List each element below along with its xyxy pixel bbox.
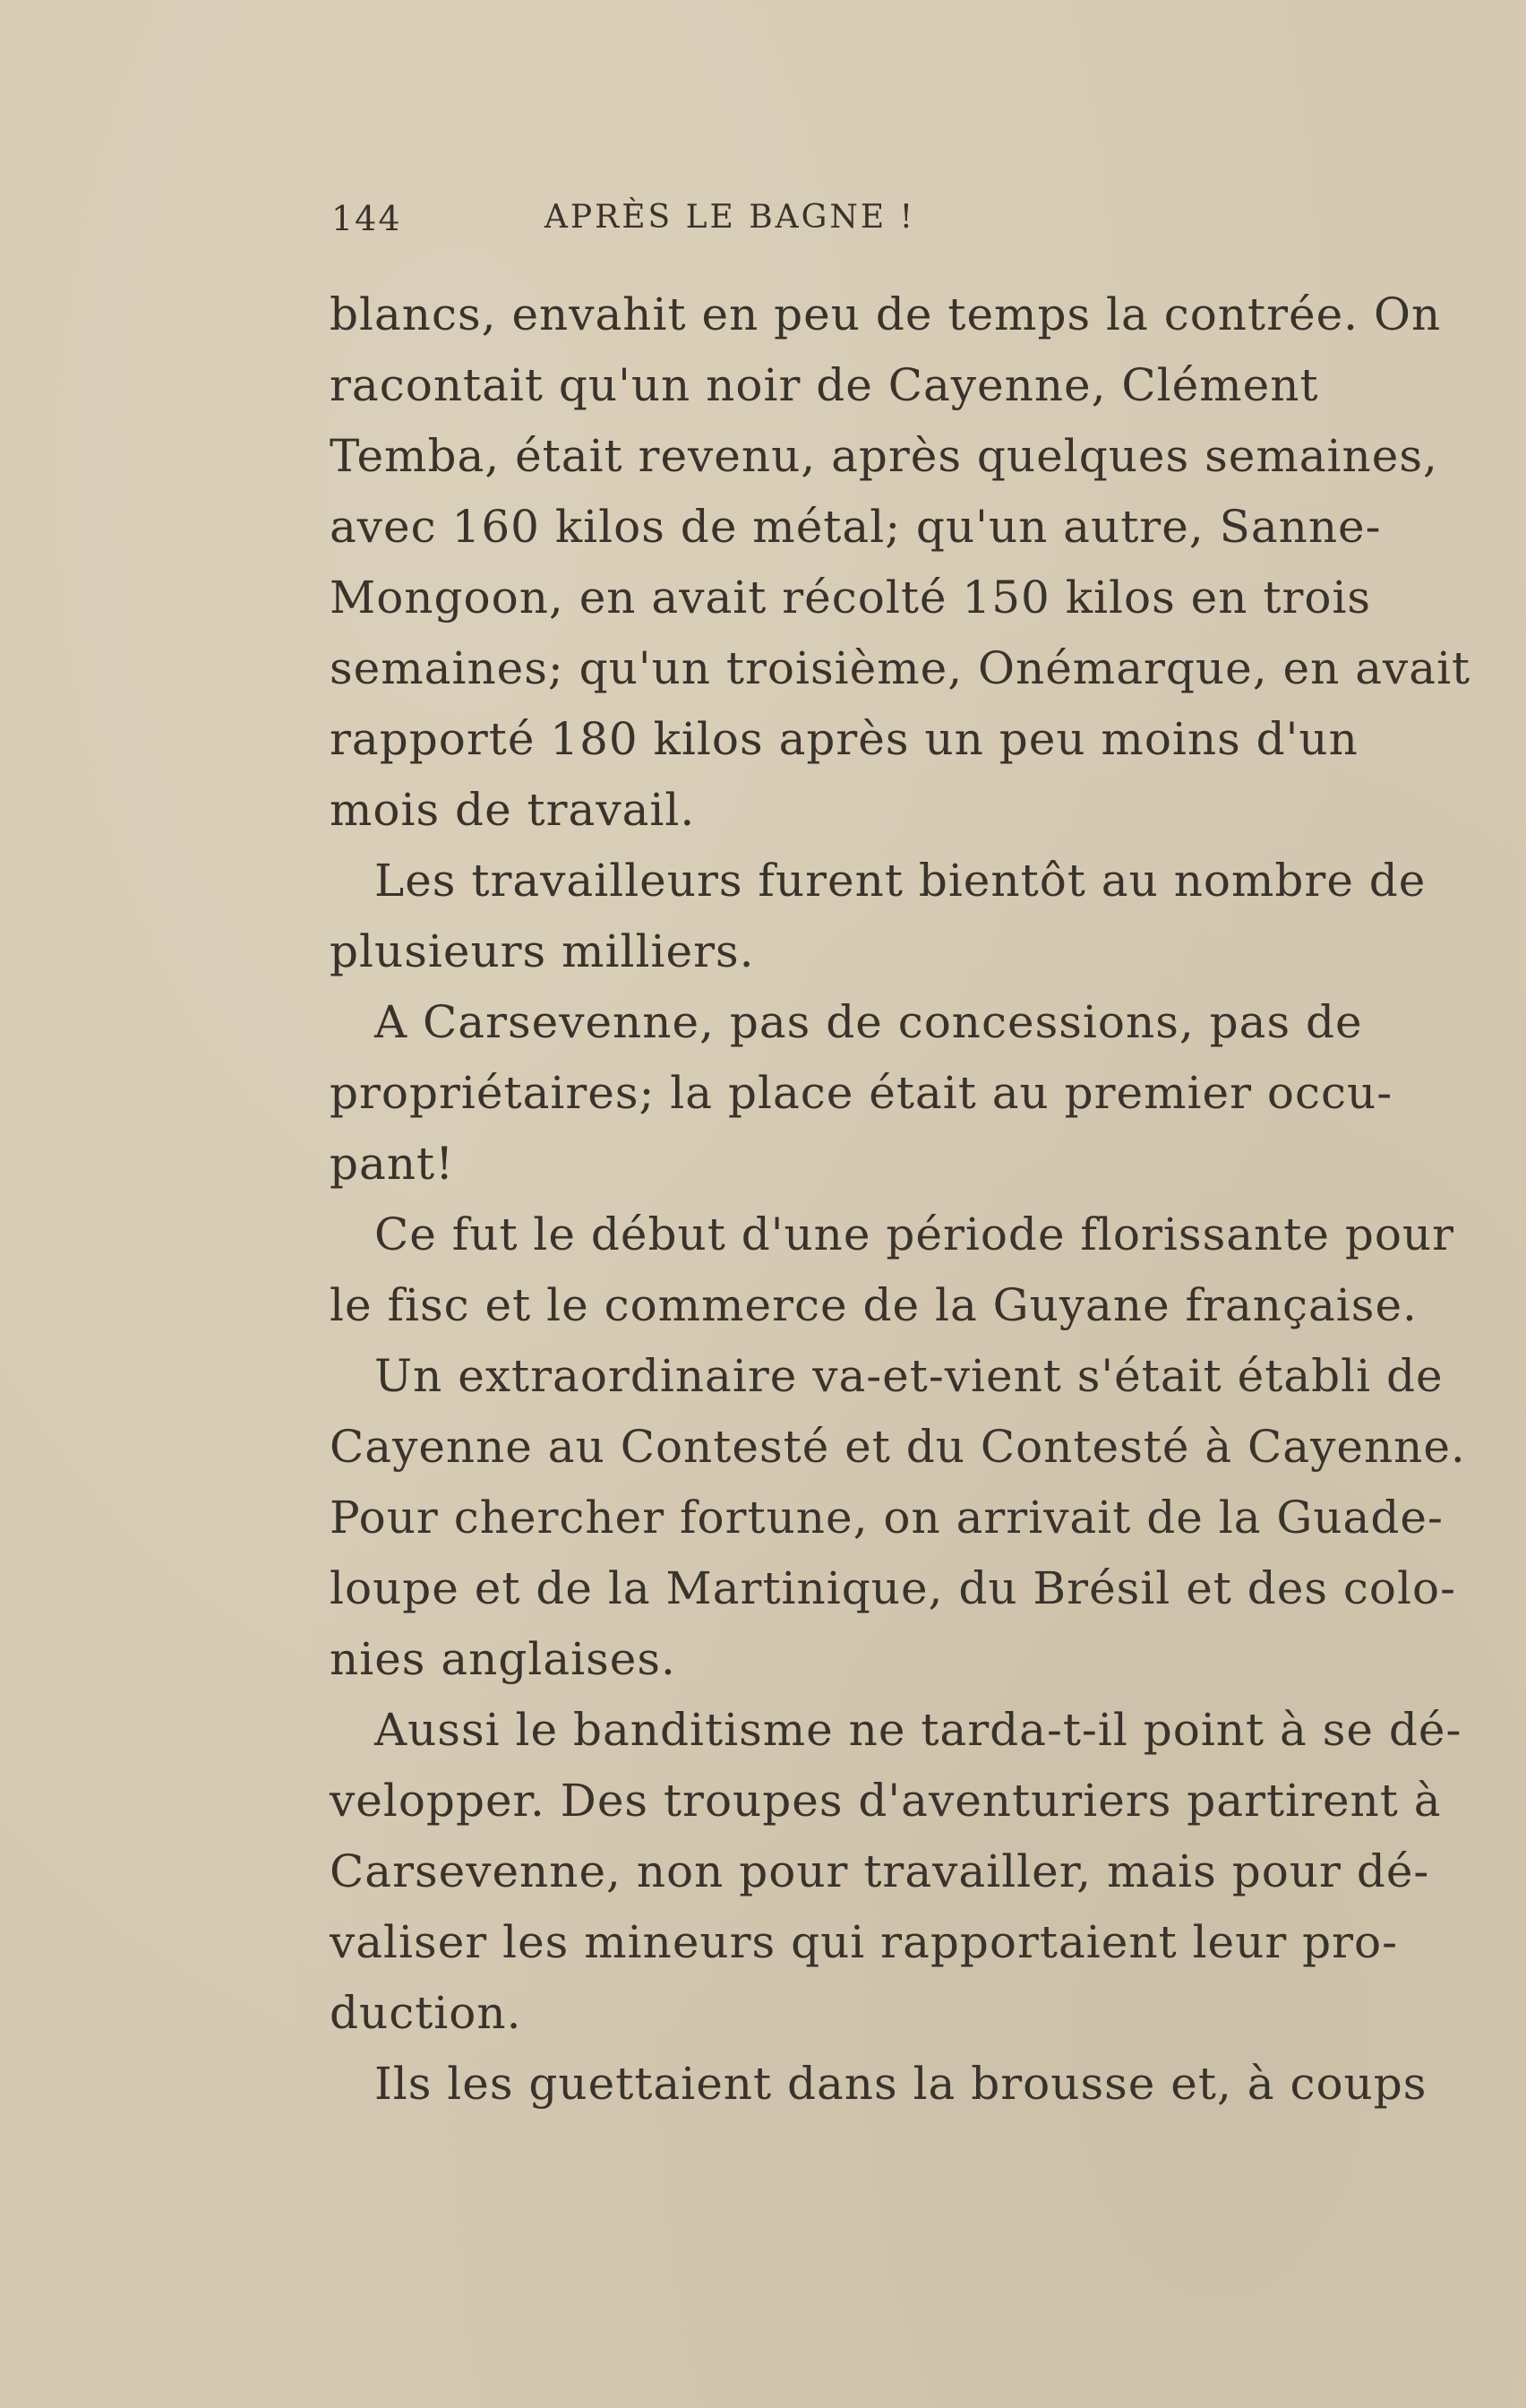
paragraph-start-line: Ce fut le début d'une période florissante pour xyxy=(374,1208,1455,1260)
text-line: propriétaires; la place était au premier occu- xyxy=(330,1067,1393,1119)
text-line: Temba, était revenu, après quelques semaines, xyxy=(330,430,1438,482)
text-line: loupe et de la Martinique, du Brésil et des colo- xyxy=(330,1562,1457,1614)
text-line: blancs, envahit en peu de temps la contrée. On xyxy=(330,288,1442,340)
paragraph-start-line: Les travailleurs furent bientôt au nombre de xyxy=(374,855,1427,907)
text-line: rapporté 180 kilos après un peu moins d'un xyxy=(330,713,1359,765)
page-header xyxy=(331,199,1128,253)
text-line: semaines; qu'un troisième, Onémarque, en avait xyxy=(330,642,1471,694)
paragraph-start-line: A Carsevenne, pas de concessions, pas de xyxy=(374,996,1363,1048)
paragraph-start-line: Aussi le banditisme ne tarda-t-il point à se dé- xyxy=(374,1704,1462,1756)
text-line: Pour chercher fortune, on arrivait de la Guade- xyxy=(330,1492,1444,1544)
paragraph-start-line: Ils les guettaient dans la brousse et, à coups xyxy=(374,2058,1427,2110)
paragraph-start-line: Un extraordinaire va-et-vient s'était établi de xyxy=(374,1350,1444,1402)
text-line: Mongoon, en avait récolté 150 kilos en trois xyxy=(330,572,1372,624)
text-line: duction. xyxy=(330,1987,522,2039)
text-line: avec 160 kilos de métal; qu'un autre, Sanne- xyxy=(330,501,1382,553)
text-line: velopper. Des troupes d'aventuriers partirent à xyxy=(330,1775,1442,1827)
text-line: Carsevenne, non pour travailler, mais pour dé- xyxy=(330,1845,1430,1897)
running-title: APRÈS LE BAGNE ! xyxy=(544,199,916,236)
text-line: Cayenne au Contesté et du Contesté à Cayenne. xyxy=(330,1421,1466,1473)
text-line: valiser les mineurs qui rapportaient leur pro- xyxy=(330,1916,1399,1968)
page-number: 144 xyxy=(331,199,402,238)
text-line: mois de travail. xyxy=(330,784,696,836)
text-line: plusieurs milliers. xyxy=(330,925,755,977)
text-line: le fisc et le commerce de la Guyane française. xyxy=(330,1279,1418,1331)
body-text xyxy=(330,280,1471,2120)
text-line: racontait qu'un noir de Cayenne, Clément xyxy=(330,359,1319,411)
text-line: pant! xyxy=(330,1138,455,1190)
text-line: nies anglaises. xyxy=(330,1633,676,1685)
